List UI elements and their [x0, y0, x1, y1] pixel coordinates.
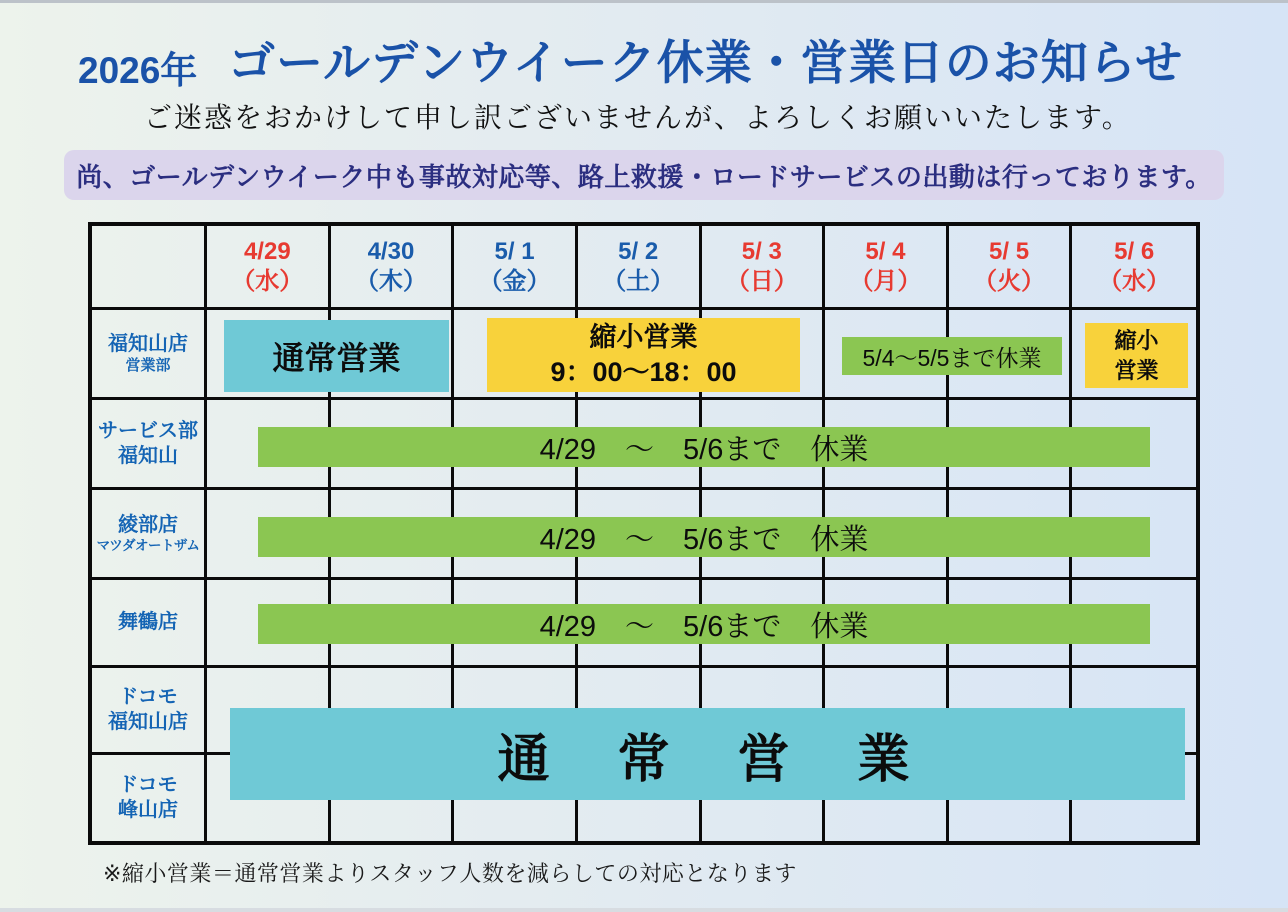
road-service-banner: [64, 150, 1224, 200]
date-header-5-2: [578, 226, 702, 310]
reduced-business-bar-fukuchiyama-5-6: [1085, 323, 1188, 388]
reduced-business-bar-fukuchiyama: [487, 318, 800, 392]
store-name: サービス部: [98, 419, 198, 442]
row-label-docomo-fukuchiyama: [92, 668, 207, 755]
reduced-business-label: 縮小営業: [589, 321, 698, 352]
store-name: 綾部店: [118, 513, 178, 536]
store-name: 福知山店: [108, 332, 188, 355]
date-header-4-30: [331, 226, 455, 310]
normal-business-bar-fukuchiyama: 通常営業: [224, 320, 449, 392]
row-label-maizuru: [92, 580, 207, 668]
date-value: 4/30: [367, 237, 415, 265]
date-value: 5/ 5: [989, 237, 1030, 265]
reduced-business-hours: 9：00～18：00: [550, 357, 737, 387]
page-title: ゴールデンウイーク休業・営業日のお知らせ: [228, 36, 1184, 89]
day-value: （金）: [478, 267, 551, 295]
store-name: ドコモ: [118, 686, 178, 708]
date-value: 5/ 2: [618, 237, 659, 265]
schedule-table: [88, 222, 1200, 845]
closed-bar-maizuru: 4/29 ～ 5/6まで 休業: [258, 604, 1150, 644]
day-value: （水）: [231, 267, 304, 295]
date-value: 5/ 6: [1114, 237, 1155, 265]
reduced-business-label-line1: 縮小: [1114, 327, 1159, 353]
normal-business-bar-docomo: 通 常 営 業: [230, 708, 1185, 800]
date-header-5-4: [825, 226, 949, 310]
day-value: （火）: [973, 267, 1046, 295]
road-service-banner-text: 尚、ゴールデンウイーク中も事故対応等、路上救援・ロードサービスの出動は行っております。: [76, 161, 1212, 192]
store-name-line2: 福知山店: [108, 711, 188, 733]
row-label-fukuchiyama-sales: [92, 310, 207, 400]
store-dept: 営業部: [125, 356, 171, 374]
date-header-4-29: [207, 226, 331, 310]
reduced-business-footnote: ※縮小営業＝通常営業よりスタッフ人数を減らしての対応となります: [103, 861, 797, 886]
corner-cell: [92, 226, 207, 310]
closed-bar-fukuchiyama-5-4-5-5: 5/4～5/5まで休業: [842, 337, 1062, 375]
store-name-line2: 峰山店: [118, 799, 178, 821]
date-value: 5/ 3: [741, 237, 782, 265]
apology-subtitle: ご迷惑をおかけして申し訳ございませんが、よろしくお願いいたします。: [144, 102, 1132, 133]
day-value: （月）: [849, 267, 922, 295]
day-value: （土）: [602, 267, 675, 295]
reduced-business-label-line2: 営業: [1114, 357, 1159, 383]
year-label: 2026年: [78, 50, 198, 91]
date-value: 4/29: [243, 237, 291, 265]
date-header-5-3: [702, 226, 826, 310]
row-label-ayabe: [92, 490, 207, 580]
store-name: 舞鶴店: [118, 611, 178, 633]
date-value: 5/ 4: [865, 237, 906, 265]
date-header-5-5: [949, 226, 1073, 310]
row-label-docomo-mineyama: [92, 755, 207, 841]
day-value: （木）: [354, 267, 427, 295]
screen-edge-top: [0, 0, 1288, 3]
closed-bar-ayabe: 4/29 ～ 5/6まで 休業: [258, 517, 1150, 557]
store-dept: マツダオートザム: [96, 537, 200, 553]
day-value: （水）: [1098, 267, 1171, 295]
date-header-5-1: [454, 226, 578, 310]
closed-bar-service-fukuchiyama: 4/29 ～ 5/6まで 休業: [258, 427, 1150, 467]
screen-edge-bottom: [0, 908, 1288, 912]
store-name: ドコモ: [118, 774, 178, 796]
date-header-5-6: [1072, 226, 1196, 310]
day-value: （日）: [725, 267, 798, 295]
row-label-service-fukuchiyama: [92, 400, 207, 490]
date-value: 5/ 1: [494, 237, 535, 265]
store-name-line2: 福知山: [118, 444, 178, 467]
